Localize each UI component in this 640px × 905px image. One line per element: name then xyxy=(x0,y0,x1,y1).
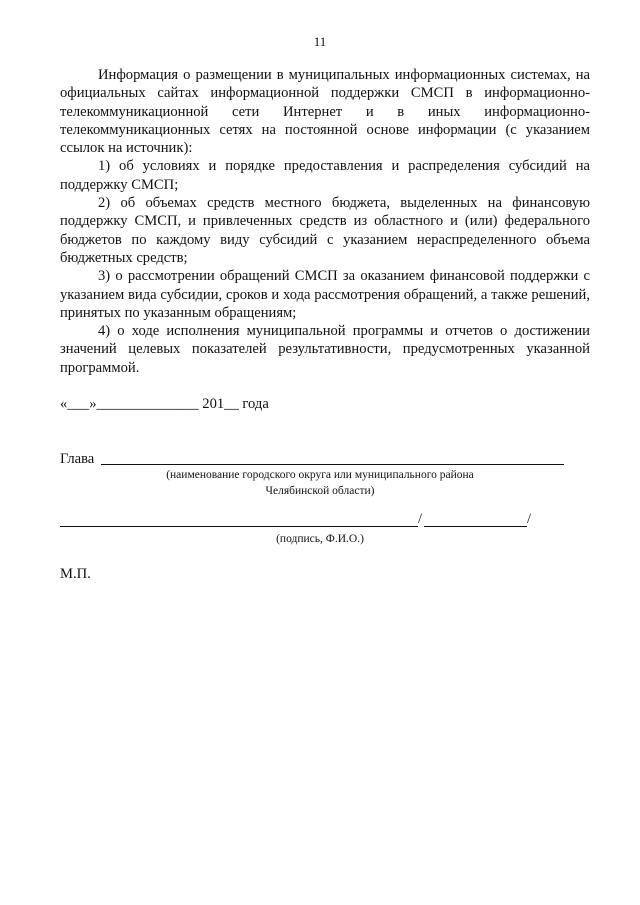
list-item-4: 4) о ходе исполнения муниципальной программы и отчетов о достижении значений целевых показателей результативности, предусмотренных указанной программой. xyxy=(60,323,590,376)
stamp-label: М.П. xyxy=(60,566,91,582)
list-item-3: 3) о рассмотрении обращений СМСП за оказанием финансовой поддержки с указанием вида субсидии, сроков и хода рассмотрения обращений, а также решений, принятых по указанным обращениям; xyxy=(60,268,590,321)
list-item-1: 1) об условиях и порядке предоставления и распределения субсидий на поддержку СМСП; xyxy=(60,158,590,193)
signature-slash-right: / xyxy=(527,511,532,527)
head-name-rule xyxy=(101,464,564,465)
head-caption-line-1: (наименование городского округа или муниципального района xyxy=(166,469,474,481)
signature-rule xyxy=(60,526,418,527)
head-caption-line-2: Челябинской области) xyxy=(265,485,375,497)
name-rule xyxy=(424,526,527,527)
head-label: Глава xyxy=(60,451,95,467)
signature-caption: (подпись, Ф.И.О.) xyxy=(276,533,364,545)
list-item-2: 2) об объемах средств местного бюджета, выделенных на финансовую поддержку СМСП, и привлеченных средств из областного и (или) федерального бюджетов по каждому виду субсидий с указанием нераспределенного объема бюджетных средств; xyxy=(60,195,590,266)
head-caption xyxy=(120,467,520,499)
intro-paragraph: Информация о размещении в муниципальных информационных системах, на официальных сайтах информационной поддержки СМСП в информационно-телекоммуникационной сети Интернет и в иных информационно-телекоммуникационных сетях на постоянной основе информации (с указанием ссылок на источник): xyxy=(60,67,590,157)
date-line: «___»______________ 201__ года xyxy=(60,396,269,412)
document-body xyxy=(60,66,590,377)
signature-slash-left: / xyxy=(418,511,423,527)
page-number: 11 xyxy=(313,34,327,49)
